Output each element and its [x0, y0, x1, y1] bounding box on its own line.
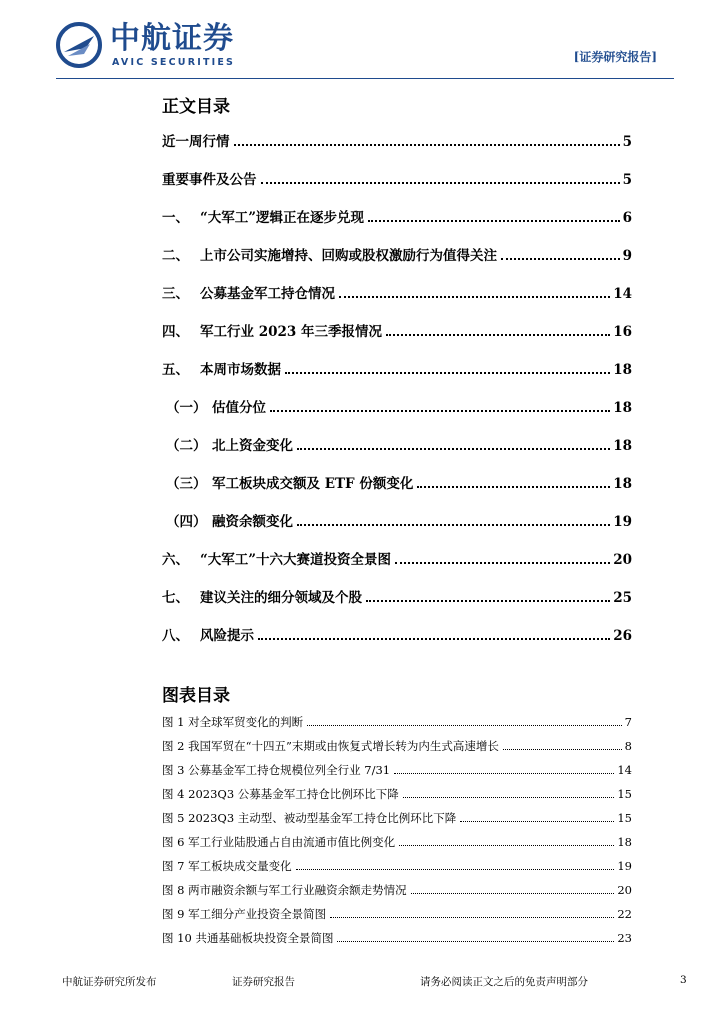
toc-item-number: 四、: [162, 324, 189, 340]
toc-subitem[interactable]: [166, 510, 632, 530]
toc-item[interactable]: [162, 548, 632, 568]
leader-dots: [411, 892, 615, 894]
figure-entry-label: 图 9 军工细分产业投资全景简图: [162, 907, 327, 921]
toc-subitem[interactable]: [166, 396, 632, 416]
toc-item[interactable]: [162, 586, 632, 606]
page-footer: [0, 970, 724, 1000]
footer-doc-type: 证券研究报告: [232, 976, 295, 988]
toc-item-label: 本周市场数据: [200, 362, 281, 378]
toc-item-number: 二、: [162, 248, 189, 264]
leader-dots: [285, 371, 610, 374]
header-divider: [56, 78, 674, 79]
leader-dots: [296, 868, 615, 870]
figure-entry-page: 7: [624, 715, 632, 729]
figure-entry-label: 图 10 共通基础板块投资全景简图: [162, 931, 334, 945]
toc-item-number: 八、: [162, 628, 189, 644]
toc-item-label: 估值分位: [212, 400, 266, 416]
toc-item-number: 六、: [162, 552, 189, 568]
figure-entry-page: 22: [617, 907, 632, 921]
toc-item[interactable]: [162, 130, 632, 150]
figure-entry[interactable]: [162, 882, 632, 898]
figure-entry-label: 图 4 2023Q3 公募基金军工持仓比例环比下降: [162, 787, 399, 801]
figure-entry[interactable]: [162, 834, 632, 850]
leader-dots: [386, 333, 610, 336]
toc-item-label: 军工板块成交额及 ETF 份额变化: [212, 476, 414, 492]
figure-entry[interactable]: [162, 762, 632, 778]
toc-item[interactable]: [162, 244, 632, 264]
toc-item-number: 七、: [162, 590, 189, 606]
figure-entry-label: 图 1 对全球军贸变化的判断: [162, 715, 304, 729]
figure-entry[interactable]: [162, 786, 632, 802]
leader-dots: [307, 724, 622, 726]
toc-subitem[interactable]: [166, 472, 632, 492]
leader-dots: [339, 295, 610, 298]
toc-item-label: 风险提示: [200, 628, 254, 644]
figures-title: 图表目录: [162, 686, 230, 706]
toc-item[interactable]: [162, 624, 632, 644]
figure-entry-page: 20: [617, 883, 632, 897]
toc-item-number: 三、: [162, 286, 189, 302]
toc-item-page: 9: [622, 248, 632, 264]
leader-dots: [417, 485, 610, 488]
leader-dots: [366, 599, 610, 602]
page-number: 3: [680, 974, 687, 986]
figure-entry-page: 23: [617, 931, 632, 945]
toc-item-number: （四）: [166, 514, 207, 530]
report-type-tag: [证券研究报告]: [573, 50, 657, 64]
toc-item-page: 6: [622, 210, 632, 226]
toc-item-page: 25: [613, 590, 632, 606]
toc-item[interactable]: [162, 358, 632, 378]
leader-dots: [270, 409, 610, 412]
figure-entry[interactable]: [162, 906, 632, 922]
toc-item-label: 上市公司实施增持、回购或股权激励行为值得关注: [200, 248, 497, 264]
figure-entry-label: 图 3 公募基金军工持仓规模位列全行业 7/31: [162, 763, 391, 777]
toc-item-label: 融资余额变化: [212, 514, 293, 530]
toc-item-number: 五、: [162, 362, 189, 378]
toc-item-page: 18: [613, 438, 632, 454]
figure-entry-page: 18: [617, 835, 632, 849]
toc-item-number: 一、: [162, 210, 189, 226]
leader-dots: [234, 143, 620, 146]
toc-item-page: 14: [613, 286, 632, 302]
leader-dots: [330, 916, 614, 918]
figure-entry[interactable]: [162, 858, 632, 874]
toc-item-number: （一）: [166, 400, 207, 416]
logo-english-name: AVIC SECURITIES: [112, 57, 236, 68]
toc-item-label: 重要事件及公告: [162, 172, 257, 188]
toc-item[interactable]: [162, 206, 632, 226]
figure-entry-page: 19: [617, 859, 632, 873]
toc-item-label: 建议关注的细分领域及个股: [200, 590, 362, 606]
figure-entry-label: 图 2 我国军贸在“十四五”末期或由恢复式增长转为内生式高速增长: [162, 739, 499, 753]
toc-item-label: “大军工”十六大赛道投资全景图: [200, 552, 392, 568]
footer-disclaimer: 请务必阅读正文之后的免责声明部分: [420, 976, 588, 988]
leader-dots: [460, 820, 614, 822]
toc-item-label: 近一周行情: [162, 134, 230, 150]
leader-dots: [403, 796, 615, 798]
toc-item-page: 19: [613, 514, 632, 530]
toc-item-page: 18: [613, 400, 632, 416]
leader-dots: [258, 637, 610, 640]
toc-item-page: 5: [622, 172, 632, 188]
toc-item[interactable]: [162, 282, 632, 302]
toc-item-page: 18: [613, 362, 632, 378]
leader-dots: [368, 219, 620, 222]
figure-entry-label: 图 7 军工板块成交量变化: [162, 859, 292, 873]
toc-item-label: 公募基金军工持仓情况: [200, 286, 335, 302]
toc-item-label: “大军工”逻辑正在逐步兑现: [200, 210, 365, 226]
toc-item-number: （二）: [166, 438, 207, 454]
toc-title: 正文目录: [162, 97, 230, 117]
toc-item-label: 北上资金变化: [212, 438, 293, 454]
avic-logo-icon: [56, 22, 102, 68]
leader-dots: [394, 772, 614, 774]
figure-entry-label: 图 8 两市融资余额与军工行业融资余额走势情况: [162, 883, 407, 897]
leader-dots: [501, 257, 620, 260]
toc-item[interactable]: [162, 168, 632, 188]
toc-item-page: 5: [622, 134, 632, 150]
footer-publisher: 中航证券研究所发布: [62, 976, 157, 988]
toc-item-page: 20: [613, 552, 632, 568]
leader-dots: [297, 523, 610, 526]
company-logo: [56, 22, 256, 70]
toc-subitem[interactable]: [166, 434, 632, 454]
toc-item[interactable]: [162, 320, 632, 340]
toc-item-page: 16: [613, 324, 632, 340]
figure-entry-page: 14: [617, 763, 632, 777]
toc-item-number: （三）: [166, 476, 207, 492]
leader-dots: [261, 181, 620, 184]
figure-entry[interactable]: [162, 810, 632, 826]
figure-entry[interactable]: [162, 714, 632, 730]
figure-entry-page: 8: [624, 739, 632, 753]
leader-dots: [399, 844, 614, 846]
toc-item-label: 军工行业 2023 年三季报情况: [200, 324, 382, 340]
page-header: [0, 0, 724, 80]
leader-dots: [297, 447, 610, 450]
toc-item-page: 18: [613, 476, 632, 492]
figure-entry-page: 15: [617, 811, 632, 825]
figure-entry-label: 图 5 2023Q3 主动型、被动型基金军工持仓比例环比下降: [162, 811, 457, 825]
logo-chinese-name: 中航证券: [110, 21, 234, 56]
figure-entry-label: 图 6 军工行业陆股通占自由流通市值比例变化: [162, 835, 396, 849]
leader-dots: [395, 561, 610, 564]
leader-dots: [503, 748, 622, 750]
figure-entry[interactable]: [162, 738, 632, 754]
leader-dots: [337, 940, 614, 942]
figure-entry[interactable]: [162, 930, 632, 946]
toc-item-page: 26: [613, 628, 632, 644]
figure-entry-page: 15: [617, 787, 632, 801]
